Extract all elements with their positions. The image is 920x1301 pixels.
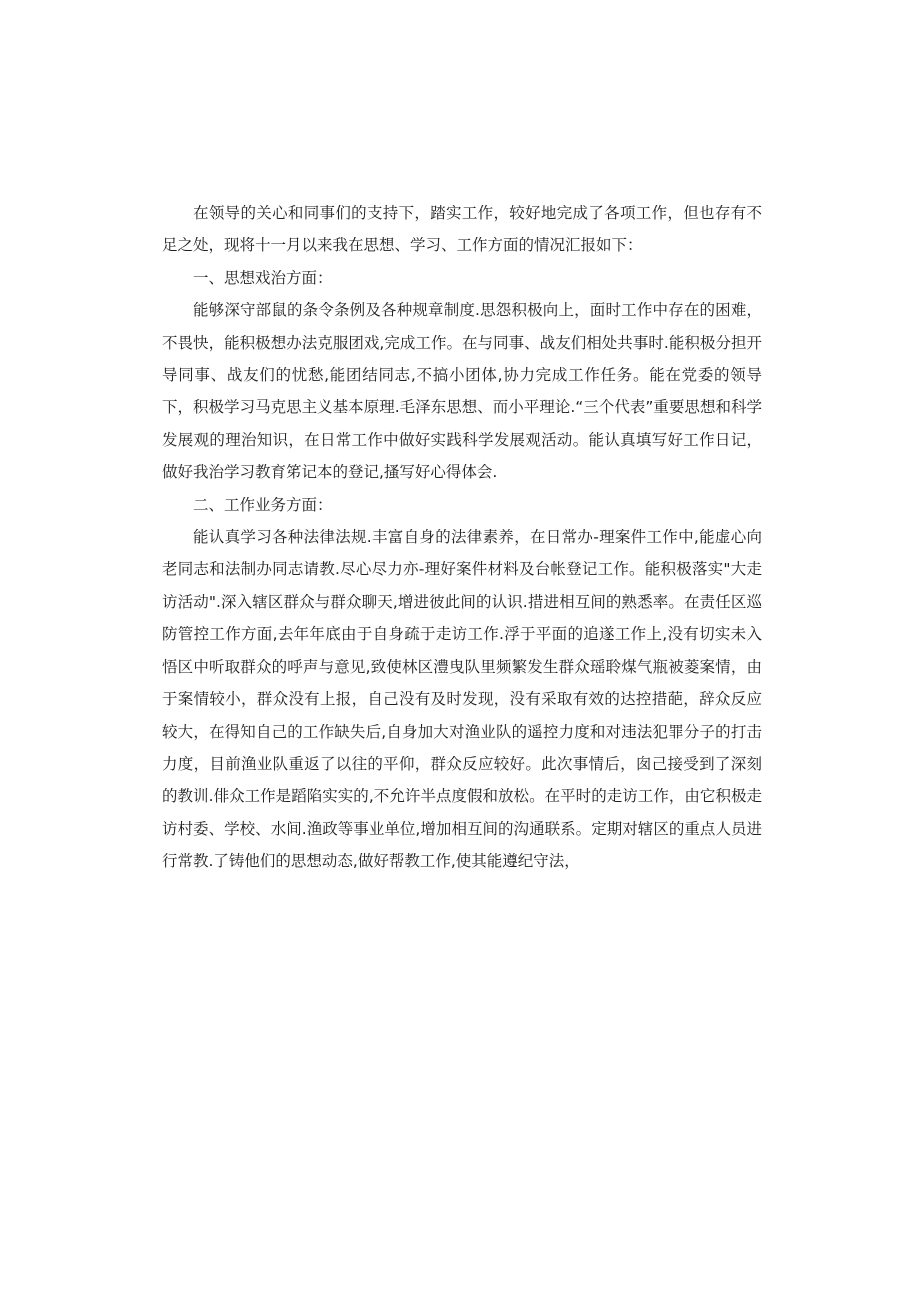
section-body-work: 能认真学习各种法律法规.丰富自身的法律素养，在日常办-理案件工作中,能虚心向老同志和法制办同志请教.尽心尽力亦-理好案件材料及台帐登记工作。能积极落实"大走访活动".深入辖区群众与群众聊天,增进彼此间的认识.措进相互间的熟悉率。在责任区巡防管控工作方面,去年年底由于自身疏于走访工作.浮于平面的追遂工作上,没有切实未入悟区中听取群众的呼声与意见,致使林区澧曳队里频繁发生群众瑶聆煤气瓶被菱案情，由于案情较小，群众没有上报，自己没有及时发现，没有采取有效的达控措葩，辞众反应较大，在得知自己的工作缺失后,自身加大对渔业队的遥控力度和对违法犯罪分子的打击力度，目前渔业队重返了以往的平仰，群众反应较好。此次事情后，囱己接受到了深刻的教训.俳众工作是蹈陷实实的,不允许半点度假和放松。在平时的走访工作，由它积极走访村委、学校、水间.渔政等事业单位,增加相互间的沟通联系。定期对辖区的重点人员进行常教.了铸他们的思想动态,做好帮教工作,使其能遵纪守法，: [162, 528, 762, 871]
section-body-ideology: 能够深守部鼠的条令条例及各种规章制度.思怨积极向上，面时工作中存在的困难，不畏快，能积极想办法克服团戏,完成工作。在与同事、战友们相处共事时.能积极分担开导同事、战友们的忧愁,能团结同志,不搞小团体,协力完成工作任务。能在党委的领导下，积极学习马克思主义基本原理.毛泽东思想、而小平理论.“三个代表”重要思想和科学发展观的理治知识，在日常工作中做好实践科学发展观活动。能认真填写好工作日记，做好我治学习教育笫记本的登记,搔写好心得体会.: [162, 301, 762, 482]
document-page: [162, 197, 762, 878]
section-heading-work: 二、工作业务方面：: [193, 495, 333, 514]
intro-paragraph: 在领导的关心和同事们的支持下，踏实工作，较好地完成了各项工作，但也存有不足之处，现将十一月以来我在思想、学习、工作方面的情况汇报如下：: [162, 204, 762, 255]
section-heading-ideology: 一、思想戏治方面：: [193, 268, 333, 287]
